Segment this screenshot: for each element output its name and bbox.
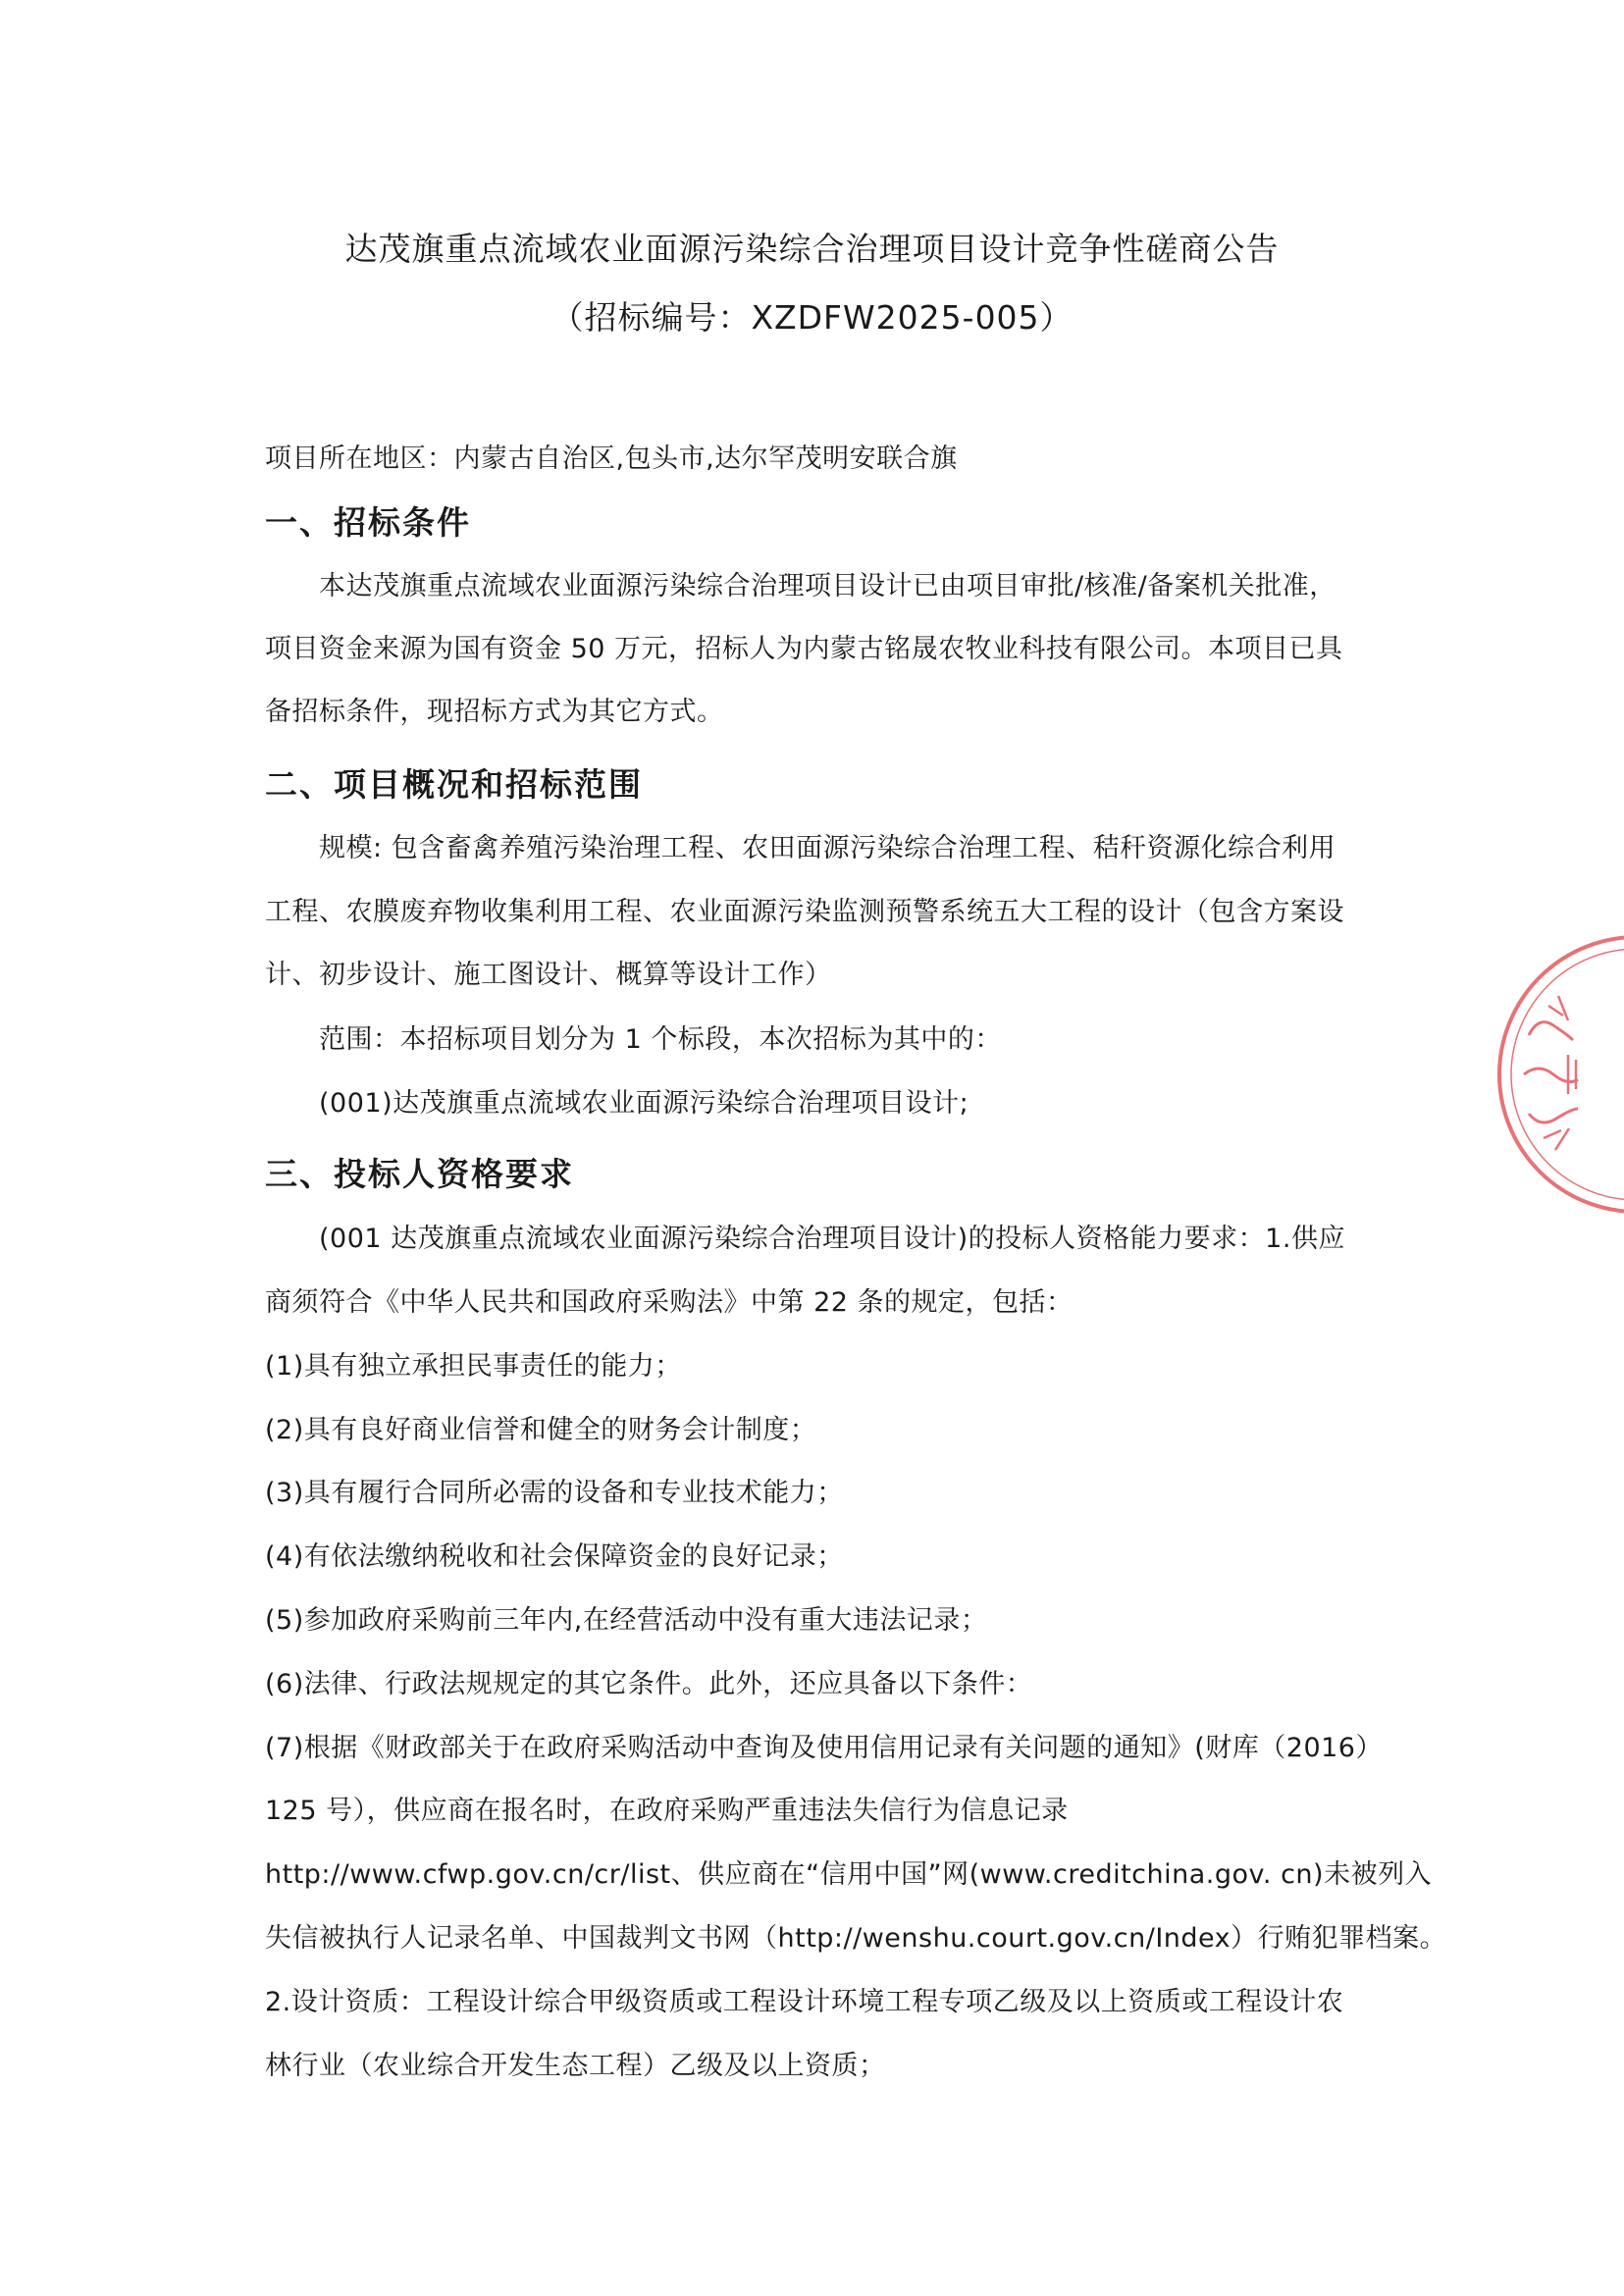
paragraph-line: (2)具有良好商业信誉和健全的财务会计制度； (265, 1415, 817, 1445)
paragraph-line: 计、初步设计、施工图设计、概算等设计工作） (265, 960, 832, 990)
paragraph-line: 林行业（农业综合开发生态工程）乙级及以上资质； (265, 2051, 886, 2081)
paragraph-line: http://www.cfwp.gov.cn/cr/list、供应商在“信用中国”网(www.creditchina.gov. cn)未被列入 (265, 1859, 1433, 1890)
paragraph-line: 备招标条件，现招标方式为其它方式。 (265, 697, 724, 727)
paragraph-line: 规模: 包含畜禽养殖污染治理工程、农田面源污染综合治理工程、秸秆资源化综合利用 (319, 833, 1336, 863)
paragraph-line: (5)参加政府采购前三年内,在经营活动中没有重大违法记录； (265, 1605, 988, 1636)
paragraph-line: (1)具有独立承担民事责任的能力； (265, 1351, 682, 1382)
section-heading-overview: 二、项目概况和招标范围 (265, 765, 643, 804)
document-title: 达茂旗重点流域农业面源污染综合治理项目设计竞争性磋商公告 (344, 230, 1280, 268)
section-heading-qualifications: 三、投标人资格要求 (265, 1155, 574, 1193)
red-official-seal-icon (1490, 927, 1624, 1222)
paragraph-line: 125 号），供应商在报名时，在政府采购严重违法失信行为信息记录 (265, 1796, 1069, 1826)
paragraph-line: (7)根据《财政部关于在政府采购活动中查询及使用信用记录有关问题的通知》(财库（2016） (265, 1733, 1383, 1763)
paragraph-line: 失信被执行人记录名单、中国裁判文书网（http://wenshu.court.gov.cn/Index）行贿犯罪档案。 (265, 1923, 1447, 1954)
section-heading-conditions: 一、招标条件 (265, 503, 471, 542)
bid-number: （招标编号：XZDFW2025-005） (550, 298, 1074, 337)
paragraph-line: 商须符合《中华人民共和国政府采购法》中第 22 条的规定，包括： (265, 1287, 1074, 1318)
project-location: 项目所在地区：内蒙古自治区,包头市,达尔罕茂明安联合旗 (265, 444, 958, 474)
paragraph-line: (3)具有履行合同所必需的设备和专业技术能力； (265, 1478, 844, 1508)
paragraph-line: (001 达茂旗重点流域农业面源污染综合治理项目设计)的投标人资格能力要求：1.供应 (319, 1224, 1345, 1254)
paragraph-line: 项目资金来源为国有资金 50 万元，招标人为内蒙古铭晟农牧业科技有限公司。本项目已具 (265, 634, 1343, 664)
paragraph-line: 2.设计资质：工程设计综合甲级资质或工程设计环境工程专项乙级及以上资质或工程设计农 (265, 1987, 1344, 2017)
paragraph-line: 本达茂旗重点流域农业面源污染综合治理项目设计已由项目审批/核准/备案机关批准， (319, 571, 1336, 601)
paragraph-line: 范围：本招标项目划分为 1 个标段，本次招标为其中的： (319, 1024, 1002, 1055)
paragraph-line: (4)有依法缴纳税收和社会保障资金的良好记录； (265, 1541, 844, 1572)
paragraph-line: (001)达茂旗重点流域农业面源污染综合治理项目设计; (319, 1088, 969, 1119)
paragraph-line: (6)法律、行政法规规定的其它条件。此外，还应具备以下条件： (265, 1669, 1033, 1699)
paragraph-line: 工程、农膜废弃物收集利用工程、农业面源污染监测预警系统五大工程的设计（包含方案设 (265, 897, 1344, 927)
